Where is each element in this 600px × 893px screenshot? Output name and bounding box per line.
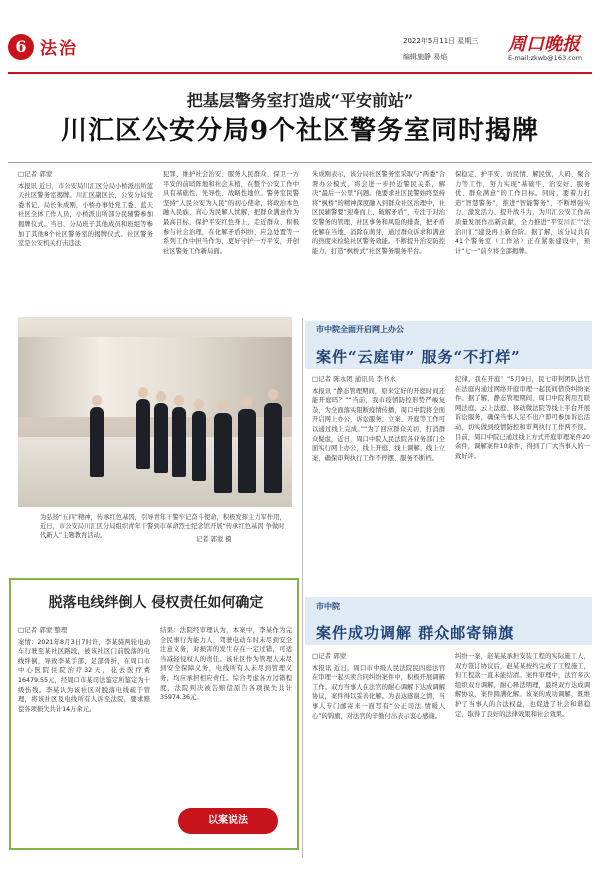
photo-figure-head	[138, 387, 148, 398]
main-col-4-text: 保稳定、护平安、访民情、解民忧，人码、聚合力等工作，努力实现“基础牢、治安好、服务优、群众满意”的工作目标。同时，要着力打造“智慧警务”，推进“智能警务”，不断增强实力、激发活力、提升战斗力，为川汇公安工作高质量发展作出新贡献，全力推进“平安川汇”“法治川汇”建设再上新台阶。据了解，该分局共有41个警务室（工作站）正在紧张建设中，预计“七一”前夕将全部揭牌。	[455, 171, 590, 255]
main-col-1-text: 本报讯 近日，市公安局川汇区分局小桥派出所蓝天社区警务室揭牌。川汇区副区长，公安分局党委书记、局长朱成刚，小桥办事处党工委、蓝天社区全体工作人员，小桥派出所部分民辅警参加揭牌仪式。当日，分局班子其他成员和班组等参加了其他8个社区警务室的揭牌仪式。社区警务室是公安机关打击违法	[18, 182, 153, 248]
story2-kicker: 市中院	[316, 602, 340, 611]
photo-figure	[172, 407, 186, 477]
page-header	[8, 26, 592, 70]
story1-kicker: 市中院全面开启网上办公	[316, 325, 404, 334]
main-col-4	[455, 170, 590, 310]
case-badge: 以案说法	[178, 808, 278, 834]
photo-credit: 记者 郭蒙 摄	[196, 536, 232, 543]
photo-figure	[136, 399, 150, 469]
photo-figure	[154, 403, 168, 473]
main-col-2	[163, 170, 299, 310]
case-box-title: 脱落电线绊倒人 侵权责任如何确定	[48, 595, 264, 611]
case-col-1-text: 案情：2021年8月3日7时许，李某骑两轮电动车行驶至某社区路段，被该社区门前脱落的电线绊倒，导致李某手部、足部骨折，在周口市中心医院住院治疗32天，花去医疗费16479.55元，经周口市某司法鉴定所鉴定为十级伤残。李某认为该社区对脱落电线疏于管理，将该社区及电线所有人诉至法院，要求赔偿各项损失共计14万余元。	[18, 638, 150, 713]
case-byline: □记者 郭蒙 整理	[18, 626, 68, 634]
story2-byline: □记者 郭蒙	[312, 652, 347, 660]
news-photo	[18, 317, 292, 507]
editor-credit: 编辑施静 易焰	[403, 53, 448, 61]
section-title: 法治	[40, 39, 78, 59]
photo-figure	[90, 407, 104, 477]
photo-figure-head	[92, 395, 102, 406]
issue-date: 2022年5月11日 星期三	[403, 37, 479, 45]
main-col-1	[18, 170, 153, 310]
photo-figure-head	[194, 399, 204, 410]
main-col-3	[312, 170, 445, 310]
story1-title: 案件“云庭审” 服务“不打烊”	[316, 348, 521, 366]
story2-col-1	[312, 652, 445, 852]
photo-figure-head	[242, 396, 252, 407]
article-headline: 川汇区公安分局9个社区警务室同时揭牌	[60, 116, 540, 146]
photo-figure	[192, 411, 206, 481]
story2-col-1-text: 本报讯 近日，周口市中级人民法院民四庭法官在审理一起买卖合同纠纷案件中，积极开展调解工作。双方当事人在法官的耐心调解下达成调解协议，案件得以妥善化解。为表达感谢之情，当事人专门邮寄来一面写有“公正司法 情暖人心”的锦旗，对法官的辛勤付出表示衷心感谢。	[312, 664, 445, 720]
contact-email: E-mail:zkwb@163.com	[508, 54, 583, 62]
case-col-2	[160, 626, 292, 796]
photo-caption: 为弘扬“五四”精神，传承红色基因，引导青年干警牢记奋斗使命，积极发挥主力军作用，近日，市公安局川汇区分局组织青年干警到市革命烈士纪念馆开展“传承红色基因 争做时代新人”主题教育活动。	[40, 514, 286, 539]
newspaper-logo: 周口晚报	[508, 34, 580, 55]
photo-figure-head	[156, 391, 166, 402]
main-byline: □记者 郭蒙	[18, 170, 53, 178]
story2-col-2	[455, 652, 590, 852]
photo-figure-head	[218, 400, 228, 411]
header-rule	[8, 72, 592, 74]
story1-col-1-text: 本报讯 “静态管理期间，原来定好的开庭时间还能开庭吗？”“当前，我市疫情防控形势严峻复杂，为全面落实阻断疫情传播，周口中院将全面开启网上办公，诉讼服务、立案、开庭等工作可以通过线上完成。”“为了回应群众关切，打消群众疑虑，近日，周口中院人民法院各业务部门全面实行网上办公，线上开庭、线上调解、线上立案，确保审判执行工作不停摆、服务不断档。	[312, 387, 445, 462]
story2-title: 案件成功调解 群众邮寄锦旗	[316, 624, 515, 642]
story2-col-2-text: 纠纷一案，赵某某承担安装工程的实际施工人，双方签订协议后，赵某某按约完成了工程施工，但工程款一直未能结清。案件审理中，法官多次组织双方调解，耐心释法明理，最终双方达成调解协议，案件圆满化解。该案的成功调解，既维护了当事人的合法权益，也促进了社会和谐稳定，取得了良好的法律效果和社会效果。	[455, 653, 590, 718]
case-col-2-text: 结果：法院经审理认为，本案中，李某作为完全民事行为能力人，驾驶电动车时未尽到安全注意义务，对损害的发生存在一定过错，可适当减轻侵权人的责任。该社区作为管理人未尽到安全保障义务，电线所有人未尽到管理义务，均应承担相应责任。综合考虑各方过错程度，法院判决被告赔偿原告各项损失共计35974.36元。	[160, 627, 292, 702]
photo-figure-head	[174, 395, 184, 406]
story1-byline: □记者 陈永团 通讯员 李书永	[312, 375, 396, 383]
story1-col-2	[455, 375, 590, 590]
main-col-2-text: 犯罪、维护社会治安、服务人民群众、保卫一方平安的前哨阵地和社会末梢，在整个公安工作中具有基础性、先导性、战略性地位。警务室民警坚持“人民公安为人民”的初心使命，将政治本色融入民族，真心为民解人忧解，把群众满意作为最高目标，保护平安红色身上，走近群众、积极参与社会治理，在化解矛盾纠纷、应急处置等一系列工作中担当作为，更好守护一方平安，开创社区警务工作新局面。	[163, 171, 299, 255]
photo-figure	[238, 409, 256, 493]
story1-col-1	[312, 375, 445, 590]
article-subhead: 把基层警务室打造成“平安前站”	[186, 91, 414, 110]
column-divider	[302, 318, 303, 858]
photo-figure	[264, 403, 282, 493]
main-col-3-text: 朱成刚表示，该分局社区警务室采取与“两委”合署办公模式，将会进一步拉近警民关系，解决“最后一公里”问题。他要求社区民警始终坚持将“枫桥”的精神深度融入到群众社区治理中，社区民辅警要“迎难而上、破解矛盾”，专注于对治安警务的管理、社区事务和风险的排查，把矛盾化解在当地、消除在萌芽，通过群众诉求和满意的热度来检验社区警务效能。不断提升治安防控能力，打造“枫桥式”社区警务服务平台。	[312, 171, 445, 255]
page-number: 6	[8, 34, 34, 60]
case-col-1	[18, 626, 150, 846]
photo-figure	[214, 413, 232, 493]
headline-rule	[8, 162, 592, 163]
story1-col-2-text: 纪律，我在开庭！”5月9日，民七审判团队法官在法庭内通过网络开庭审理一起民间借贷纠纷案件。据了解，静态管理期间，周口中院利用互联网法庭、云上法庭、移动微法院等线上平台开展诉讼服务，确保当事人足不出户即可参加诉讼活动，切实做到疫情防控和审判执行工作两不误。目前，周口中院已通过线上方式开庭审理案件20余件，调解案件10余件，得到了广大当事人的一致好评。	[455, 376, 590, 460]
photo-figure-head	[268, 389, 278, 400]
